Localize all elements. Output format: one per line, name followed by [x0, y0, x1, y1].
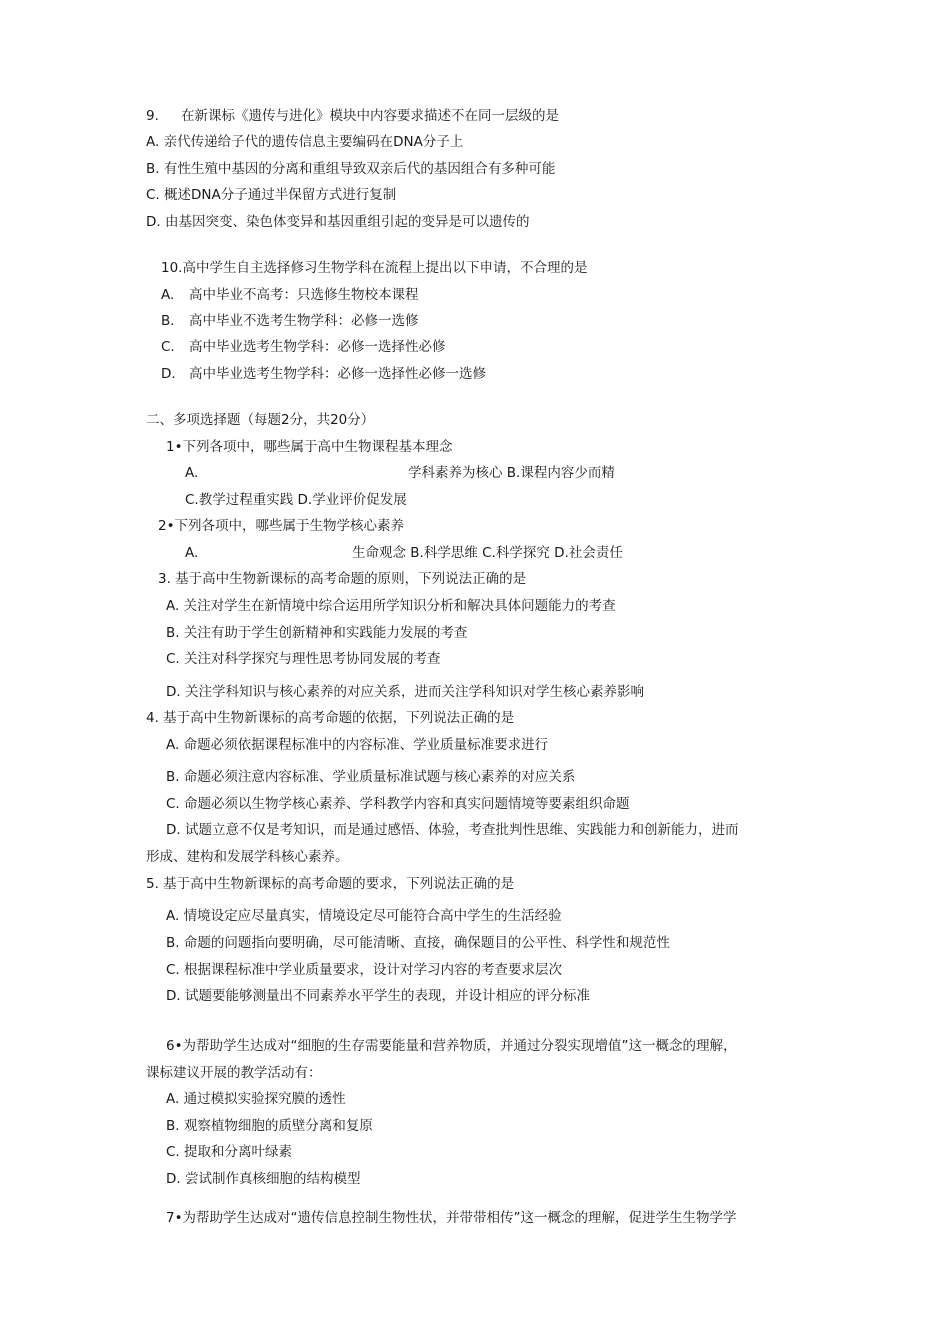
- option-text: 高中毕业选考生物学科：必修一选择性必修一选修: [189, 366, 486, 382]
- option-text: 高中毕业不高考：只选修生物校本课程: [189, 287, 419, 303]
- mq4-option-c: C. 命题必须以生物学核心素养、学科教学内容和真实问题情境等要素组织命题: [166, 796, 630, 812]
- q9-option-a: A. 亲代传递给子代的遗传信息主要编码在DNA分子上: [146, 134, 464, 150]
- mq2-option-a-letter: A.: [185, 545, 199, 561]
- option-text: 高中毕业不选考生物学科：必修一选修: [189, 313, 419, 329]
- option-letter: D.: [161, 366, 176, 382]
- mq5-option-b: B. 命题的问题指向要明确，尽可能清晰、直接，确保题目的公平性、科学性和规范性: [166, 935, 670, 951]
- q9-stem: 在新课标《遗传与进化》模块中内容要求描述不在同一层级的是: [181, 108, 559, 124]
- mq2-options-line1: 生命观念 B.科学思维 C.科学探究 D.社会责任: [352, 545, 623, 561]
- mq3-option-d: D. 关注学科知识与核心素养的对应关系，进而关注学科知识对学生核心素养影响: [166, 684, 644, 700]
- q10-option-c: [161, 338, 446, 356]
- option-letter: B.: [161, 313, 175, 329]
- q10-option-b: [161, 312, 419, 330]
- mq6-option-d: D. 尝试制作真核细胞的结构模型: [166, 1171, 361, 1187]
- mq3-option-b: B. 关注有助于学生创新精神和实践能力发展的考查: [166, 625, 468, 641]
- mq6-stem-line2: 课标建议开展的教学活动有：: [146, 1065, 322, 1081]
- q9-option-b: B. 有性生殖中基因的分离和重组导致双亲后代的基因组合有多种可能: [146, 161, 556, 177]
- mq1-stem: 1•下列各项中，哪些属于高中生物课程基本理念: [166, 439, 453, 455]
- mq1-options-line2: C.教学过程重实践 D.学业评价促发展: [185, 492, 407, 508]
- mq3-option-a: A. 关注对学生在新情境中综合运用所学知识分析和解决具体问题能力的考查: [166, 598, 616, 614]
- q10-option-d: [161, 365, 486, 383]
- mq5-option-a: A. 情境设定应尽量真实，情境设定尽可能符合高中学生的生活经验: [166, 908, 562, 924]
- q10-option-a: [161, 286, 419, 304]
- option-text: 高中毕业选考生物学科：必修一选择性必修: [189, 339, 446, 355]
- mq4-option-b: B. 命题必须注意内容标准、学业质量标准试题与核心素养的对应关系: [166, 769, 576, 785]
- q9-number: 9.: [146, 108, 159, 124]
- mq1-options-line1: 学科素养为核心 B.课程内容少而精: [408, 465, 615, 481]
- section-heading: 二、多项选择题（每题2分，共20分）: [146, 412, 375, 428]
- mq4-option-a: A. 命题必须依据课程标准中的内容标准、学业质量标准要求进行: [166, 737, 549, 753]
- q9-option-d: D. 由基因突变、染色体变异和基因重组引起的变异是可以遗传的: [146, 214, 530, 230]
- mq4-option-d: D. 试题立意不仅是考知识，而是通过感悟、体验，考查批判性思维、实践能力和创新能力，进而: [166, 822, 739, 838]
- mq7-stem-line1: 7•为帮助学生达成对“遗传信息控制生物性状，并带带相传”这一概念的理解，促进学生生物学学: [166, 1210, 737, 1226]
- mq5-stem: 5. 基于高中生物新课标的高考命题的要求，下列说法正确的是: [146, 876, 515, 892]
- mq4-stem: 4. 基于高中生物新课标的高考命题的依据，下列说法正确的是: [146, 710, 515, 726]
- mq6-stem-line1: 6•为帮助学生达成对“细胞的生存需要能量和营养物质，并通过分裂实现增值”这一概念的理解，: [166, 1038, 737, 1054]
- mq5-option-d: D. 试题要能够测量出不同素养水平学生的表现，并设计相应的评分标准: [166, 988, 590, 1004]
- mq5-option-c: C. 根据课程标准中学业质量要求，设计对学习内容的考查要求层次: [166, 962, 563, 978]
- option-letter: A.: [161, 287, 175, 303]
- mq2-stem: 2•下列各项中，哪些属于生物学核心素养: [158, 518, 405, 534]
- mq6-option-b: B. 观察植物细胞的质壁分离和复原: [166, 1118, 373, 1134]
- mq3-stem: 3. 基于高中生物新课标的高考命题的原则，下列说法正确的是: [158, 571, 527, 587]
- q10-stem: 10.高中学生自主选择修习生物学科在流程上提出以下申请，不合理的是: [161, 260, 588, 276]
- mq3-option-c: C. 关注对科学探究与理性思考协同发展的考查: [166, 651, 441, 667]
- option-letter: C.: [161, 339, 175, 355]
- mq4-option-d-continuation: 形成、建构和发展学科核心素养。: [146, 849, 349, 865]
- q9-option-c: C. 概述DNA分子通过半保留方式进行复制: [146, 187, 397, 203]
- mq1-option-a-letter: A.: [185, 465, 199, 481]
- mq6-option-a: A. 通过模拟实验探究膜的透性: [166, 1091, 346, 1107]
- mq6-option-c: C. 提取和分离叶绿素: [166, 1144, 293, 1160]
